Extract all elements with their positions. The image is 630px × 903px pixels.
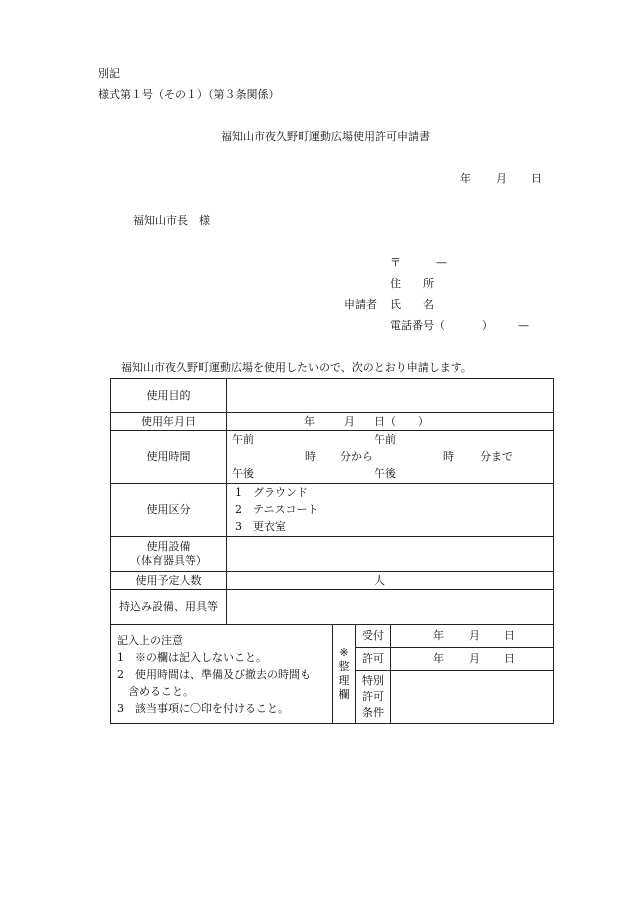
special-conditions-field[interactable] [391,671,554,724]
purpose-label: 使用目的 [111,379,227,413]
note-item-2: 2 使用時間は、準備及び撤去の時間も [117,668,311,681]
notes-cell [111,625,333,724]
intro-text: 福知山市夜久野町運動広場を使用したいので、次のとおり申請します。 [121,361,472,374]
start-pm: 午後 [232,467,254,480]
addressee: 福知山市長 様 [133,214,210,227]
office-char-ran: 欄 [338,688,350,701]
equipment-field[interactable] [227,537,554,572]
people-label: 使用予定人数 [111,572,227,590]
received-day: 日 [504,629,515,642]
bring-label: 持込み設備、用具等 [111,590,227,625]
date-field[interactable] [227,413,554,431]
special-line-2: 許可 [362,690,384,703]
phone-label: 電話番号（ [390,319,445,332]
address-label: 住 所 [390,277,434,290]
end-am: 午前 [374,433,396,446]
people-field[interactable] [227,572,554,590]
time-field[interactable] [227,431,554,484]
people-unit: 人 [374,574,385,587]
permit-label: 許可 [356,648,391,671]
equipment-label [111,537,227,572]
equipment-label-main: 使用設備 [146,540,191,553]
end-minute: 分まで [480,450,513,463]
category-label: 使用区分 [111,484,227,537]
special-line-3: 条件 [362,706,384,719]
use-date-year: 年 [304,415,315,428]
application-form-table [110,378,554,625]
form-number: 様式第１号（その１）（第３条関係） [98,88,280,101]
betsuki-label: 別記 [98,67,120,80]
office-use-label [333,625,356,724]
end-hour: 時 [443,450,454,463]
permit-day: 日 [504,652,515,665]
note-item-3: 3 該当事項に〇印を付けること。 [117,702,289,715]
special-line-1: 特別 [362,674,384,687]
postal-dash: — [436,256,447,269]
phone-paren-close: ） [482,319,493,332]
date-label: 使用年月日 [111,413,227,431]
time-label: 使用時間 [111,431,227,484]
received-date-field[interactable] [391,625,554,648]
date-year: 年 [460,172,471,185]
applicant-label: 申請者 [344,298,377,311]
equipment-label-sub: （体育器具等） [130,554,207,567]
postal-mark: 〒 [390,256,401,269]
received-year: 年 [433,629,444,642]
office-char-sei: 整 [338,660,350,673]
special-conditions-label [356,671,391,724]
use-date-day: 日（ ） [374,415,429,428]
received-label: 受付 [356,625,391,648]
bring-field[interactable] [227,590,554,625]
date-month: 月 [496,172,507,185]
permit-date-field[interactable] [391,648,554,671]
start-am: 午前 [232,433,254,446]
category-field[interactable] [227,484,554,537]
document-title: 福知山市夜久野町運動広場使用許可申請書 [221,130,430,143]
category-tennis-court[interactable]: 2 テニスコート [235,503,319,516]
start-minute: 分から [340,450,373,463]
start-hour: 時 [305,450,316,463]
date-day: 日 [531,172,542,185]
end-pm: 午後 [374,467,396,480]
name-label: 氏 名 [390,298,434,311]
office-char-ri: 理 [338,674,350,687]
received-month: 月 [469,629,480,642]
note-item-1: 1 ※の欄は記入しないこと。 [117,651,267,664]
note-item-2-cont: 含めること。 [128,685,194,698]
notes-office-table [110,624,554,724]
category-locker-room[interactable]: 3 更衣室 [235,520,286,533]
permit-year: 年 [433,652,444,665]
notes-title: 記入上の注意 [117,634,183,647]
permit-month: 月 [469,652,480,665]
category-ground[interactable]: 1 グラウンド [235,486,308,499]
purpose-field[interactable] [227,379,554,413]
phone-dash: — [518,319,529,332]
use-date-month: 月 [344,415,355,428]
office-mark: ※ [339,646,349,659]
